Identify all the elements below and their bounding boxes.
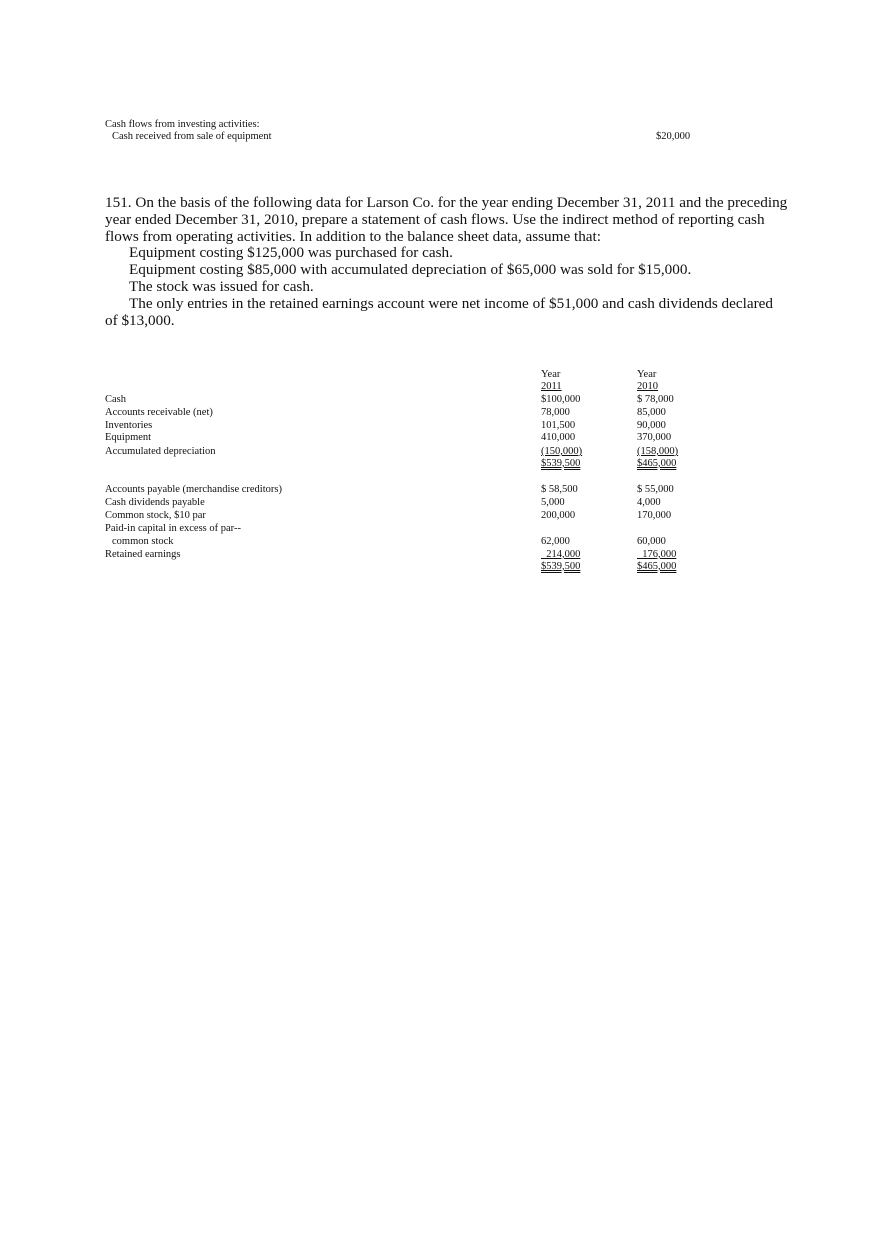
row-label: Paid-in capital in excess of par-- [105,523,241,534]
value-2011: 410,000 [541,432,576,443]
value-2010: 60,000 [637,536,666,547]
value-2011: 5,000 [541,497,565,508]
col-year-2010: 2010 [637,381,658,392]
value-2011: $ 58,500 [541,484,578,495]
row-label: Equipment [105,432,152,443]
value-2010: 90,000 [637,420,666,431]
value-2010: 370,000 [637,432,672,443]
value-2010: $ 78,000 [637,394,674,405]
value-2010: 176,000 [637,549,677,560]
row-label: common stock [112,536,174,547]
investing-item-label: Cash received from sale of equipment [112,131,272,142]
row-label: Retained earnings [105,549,181,560]
row-label: Accumulated depreciation [105,446,216,457]
value-2011: 214,000 [541,549,581,560]
value-2010: (158,000) [637,446,679,457]
value-2011: 78,000 [541,407,570,418]
assumption-line: Equipment costing $125,000 was purchased for cash. [129,244,453,262]
assumption-line: The stock was issued for cash. [129,277,314,295]
col-head-2010: Year [637,369,657,380]
liabilities-total-2011: $539,500 [541,561,581,572]
problem-line: year ended December 31, 2010, prepare a statement of cash flows. Use the indirect method of reporting cash [105,210,765,228]
problem-tail: of $13,000. [105,311,175,329]
value-2011: $100,000 [541,394,581,405]
problem-line: 151. On the basis of the following data for Larson Co. for the year ending December 31, 2011 and the preceding [105,194,788,211]
value-2010: 170,000 [637,510,672,521]
value-2011: (150,000) [541,446,583,457]
problem-line: flows from operating activities. In addition to the balance sheet data, assume that: [105,227,601,245]
row-label: Accounts payable (merchandise creditors) [105,484,282,495]
row-label: Inventories [105,420,153,431]
value-2011: 200,000 [541,510,576,521]
investing-item-value: $20,000 [656,131,691,142]
row-label: Accounts receivable (net) [105,407,213,418]
value-2010: 4,000 [637,497,661,508]
assets-total-2011: $539,500 [541,458,581,469]
problem-text [105,194,788,329]
investing-header: Cash flows from investing activities: [105,119,260,130]
value-2011: 101,500 [541,420,576,431]
value-2011: 62,000 [541,536,570,547]
value-2010: 85,000 [637,407,666,418]
row-label: Cash dividends payable [105,497,205,508]
col-year-2011: 2011 [541,381,562,392]
row-label: Cash [105,394,126,405]
assumption-line: The only entries in the retained earnings account were net income of $51,000 and cash dividends declared [129,294,773,312]
assumption-line: Equipment costing $85,000 with accumulated depreciation of $65,000 was sold for $15,000. [129,261,692,279]
row-label: Common stock, $10 par [105,510,206,521]
assets-total-2010: $465,000 [637,458,677,469]
value-2010: $ 55,000 [637,484,674,495]
col-head-2011: Year [541,369,561,380]
liabilities-total-2010: $465,000 [637,561,677,572]
